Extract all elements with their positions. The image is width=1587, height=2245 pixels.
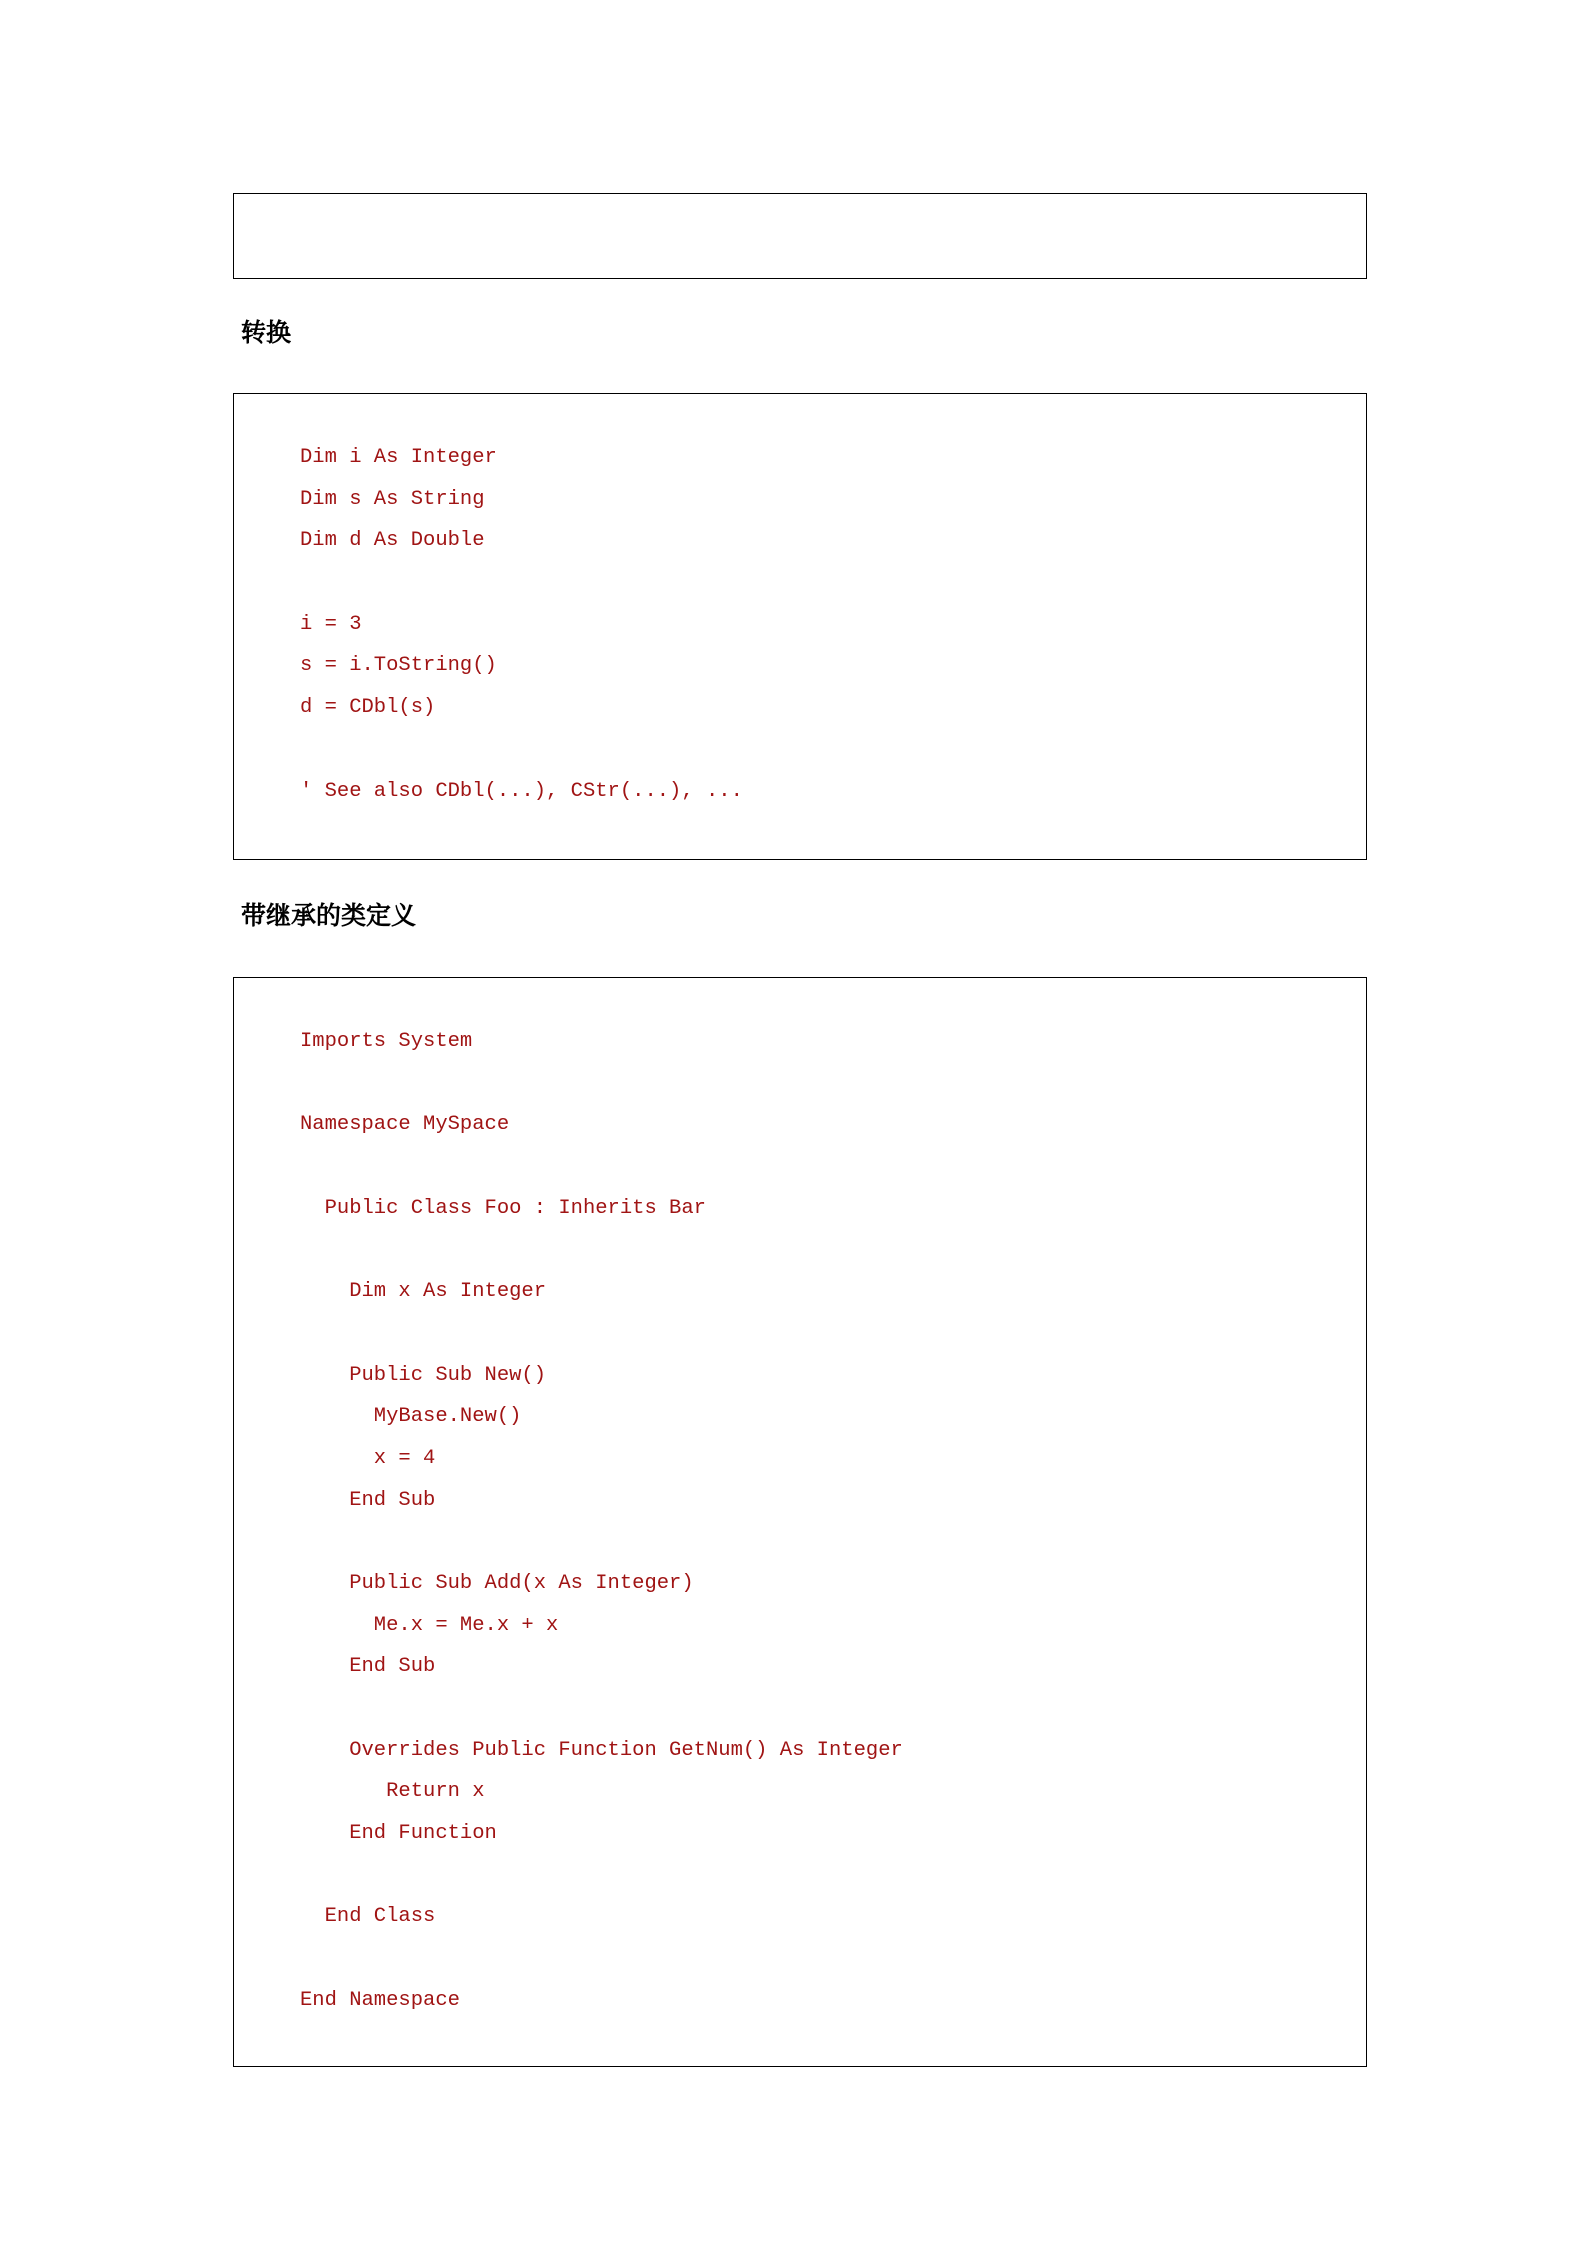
empty-code-block [233, 193, 1367, 279]
code-line [300, 1688, 903, 1730]
code-line [300, 1855, 903, 1897]
code-line [300, 1063, 903, 1105]
code-line: Dim d As Double [300, 529, 485, 553]
code-line: End Sub [300, 1488, 436, 1512]
code-line [300, 1229, 903, 1271]
code-line [300, 562, 743, 604]
code-line: Overrides Public Function GetNum() As Integer [300, 1738, 903, 1762]
code-line: End Namespace [300, 1988, 460, 2012]
code-line: End Class [300, 1905, 436, 1929]
code-line: End Function [300, 1822, 497, 1846]
code-line: End Sub [300, 1655, 436, 1679]
code-line: ' See also CDbl(...), CStr(...), ... [300, 779, 743, 803]
code-line: Public Class Foo : Inherits Bar [300, 1196, 706, 1220]
code-block-class-inheritance [233, 977, 1367, 2067]
code-line: Dim i As Integer [300, 446, 497, 469]
code-block-conversion [233, 393, 1367, 860]
code-line: Public Sub Add(x As Integer) [300, 1571, 694, 1595]
code-line: Namespace MySpace [300, 1113, 510, 1137]
code-listing [300, 437, 743, 812]
code-line: Return x [300, 1780, 485, 1804]
code-line: d = CDbl(s) [300, 696, 436, 720]
code-line: Public Sub New() [300, 1363, 547, 1387]
code-line: Imports System [300, 1030, 473, 1053]
code-line: Dim x As Integer [300, 1280, 547, 1304]
code-line: Me.x = Me.x + x [300, 1613, 559, 1637]
section-heading-class-inheritance: 带继承的类定义 [241, 901, 417, 930]
section-heading-conversion: 转换 [241, 318, 292, 347]
code-line: s = i.ToString() [300, 654, 497, 678]
code-line: x = 4 [300, 1446, 436, 1470]
code-line: MyBase.New() [300, 1405, 522, 1429]
code-line [300, 1313, 903, 1355]
code-line [300, 1521, 903, 1563]
code-line [300, 1146, 903, 1188]
code-line [300, 729, 743, 771]
code-line: Dim s As String [300, 487, 485, 511]
code-line: i = 3 [300, 612, 362, 636]
code-line [300, 1938, 903, 1980]
code-listing [300, 1021, 903, 2022]
